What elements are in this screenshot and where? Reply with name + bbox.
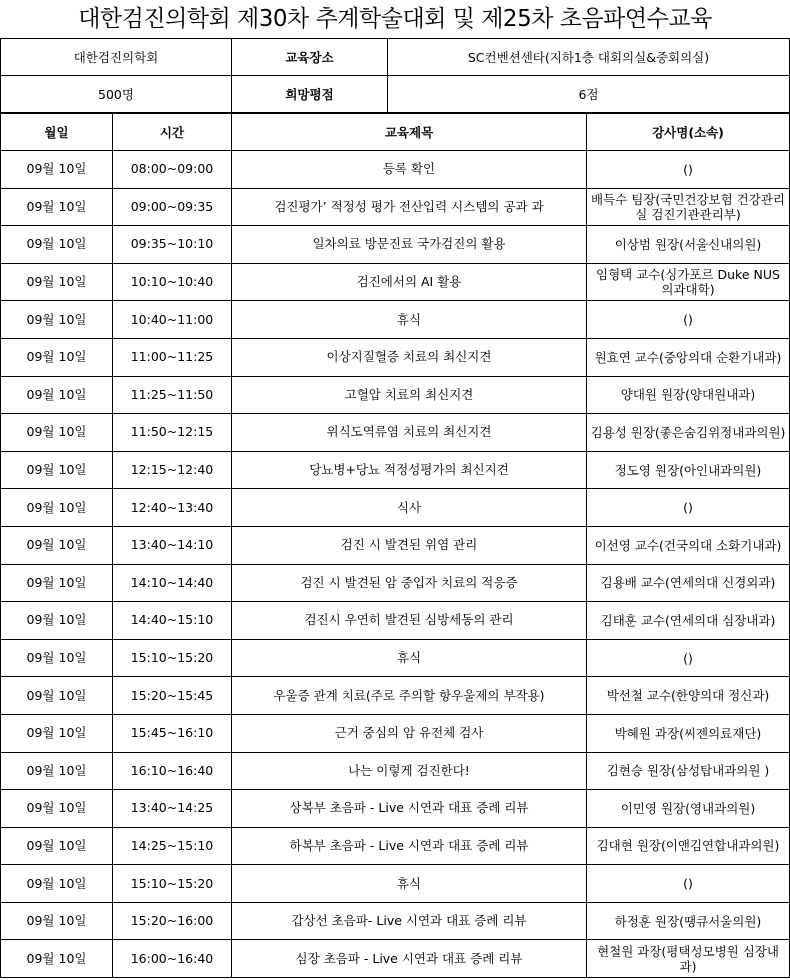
row-date: 09월 10일 bbox=[1, 188, 113, 226]
table-row bbox=[1, 414, 790, 452]
row-date: 09월 10일 bbox=[1, 602, 113, 640]
row-speaker: 김용성 원장(좋은숨김위정내과의원) bbox=[587, 414, 790, 452]
row-time: 10:10~10:40 bbox=[113, 263, 232, 301]
row-topic: 근거 중심의 암 유전체 검사 bbox=[232, 714, 587, 752]
row-date: 09월 10일 bbox=[1, 940, 113, 978]
credit-value: 6점 bbox=[388, 76, 790, 113]
row-speaker: () bbox=[587, 865, 790, 903]
table-row bbox=[1, 376, 790, 414]
row-speaker: 김현승 원장(삼성탑내과의원 ) bbox=[587, 752, 790, 790]
row-topic: 휴식 bbox=[232, 865, 587, 903]
header-topic: 교육제목 bbox=[232, 114, 587, 151]
row-speaker: 박혜원 과장(씨젠의료재단) bbox=[587, 714, 790, 752]
row-date: 09월 10일 bbox=[1, 865, 113, 903]
row-time: 09:00~09:35 bbox=[113, 188, 232, 226]
row-topic: 상복부 초음파 - Live 시연과 대표 증례 리뷰 bbox=[232, 790, 587, 828]
table-row bbox=[1, 790, 790, 828]
row-time: 15:45~16:10 bbox=[113, 714, 232, 752]
row-time: 16:00~16:40 bbox=[113, 940, 232, 978]
row-date: 09월 10일 bbox=[1, 301, 113, 339]
row-speaker: 이상범 원장(서울신내의원) bbox=[587, 226, 790, 264]
table-row bbox=[1, 526, 790, 564]
row-time: 12:40~13:40 bbox=[113, 489, 232, 527]
row-topic: 검진평가’ 적정성 평가 전산입력 시스템의 공과 과 bbox=[232, 188, 587, 226]
row-time: 11:50~12:15 bbox=[113, 414, 232, 452]
row-time: 16:10~16:40 bbox=[113, 752, 232, 790]
row-date: 09월 10일 bbox=[1, 376, 113, 414]
row-time: 14:10~14:40 bbox=[113, 564, 232, 602]
table-row bbox=[1, 865, 790, 903]
row-time: 13:40~14:25 bbox=[113, 790, 232, 828]
row-speaker: 현철원 과장(평택성모병원 심장내과) bbox=[587, 940, 790, 978]
table-row bbox=[1, 602, 790, 640]
table-row bbox=[1, 451, 790, 489]
row-topic: 고혈압 치료의 최신지견 bbox=[232, 376, 587, 414]
row-speaker: 배득수 팀장(국민건강보험 건강관리실 검진기관관리부) bbox=[587, 188, 790, 226]
venue-value: SC컨벤션센타(지하1층 대회의실&중회의실) bbox=[388, 39, 790, 76]
credit-label: 희망평점 bbox=[232, 76, 388, 113]
page-title: 대한검진의학회 제30차 추계학술대회 및 제25차 초음파연수교육 bbox=[78, 6, 712, 32]
row-time: 14:25~15:10 bbox=[113, 827, 232, 865]
table-row bbox=[1, 489, 790, 527]
row-topic: 휴식 bbox=[232, 639, 587, 677]
header-time: 시간 bbox=[113, 114, 232, 151]
table-row bbox=[1, 301, 790, 339]
info-row-credit bbox=[1, 76, 790, 113]
row-speaker: 이민영 원장(영내과의원) bbox=[587, 790, 790, 828]
row-time: 10:40~11:00 bbox=[113, 301, 232, 339]
header-date: 월일 bbox=[1, 114, 113, 151]
row-date: 09월 10일 bbox=[1, 752, 113, 790]
row-topic: 휴식 bbox=[232, 301, 587, 339]
table-row bbox=[1, 677, 790, 715]
row-time: 12:15~12:40 bbox=[113, 451, 232, 489]
row-time: 15:20~15:45 bbox=[113, 677, 232, 715]
row-speaker: 원효연 교수(중앙의대 순환기내과) bbox=[587, 338, 790, 376]
row-speaker: 양대원 원장(양대원내과) bbox=[587, 376, 790, 414]
row-topic: 검진시 우연히 발견된 심방세동의 관리 bbox=[232, 602, 587, 640]
row-speaker: 김태훈 교수(연세의대 심장내과) bbox=[587, 602, 790, 640]
capacity-value: 500명 bbox=[1, 76, 232, 113]
row-date: 09월 10일 bbox=[1, 790, 113, 828]
organizer-value: 대한검진의학회 bbox=[1, 39, 232, 76]
table-row bbox=[1, 639, 790, 677]
row-speaker: () bbox=[587, 489, 790, 527]
row-time: 11:25~11:50 bbox=[113, 376, 232, 414]
row-time: 15:20~16:00 bbox=[113, 902, 232, 940]
row-topic: 일차의료 방문진료 국가검진의 활용 bbox=[232, 226, 587, 264]
table-row bbox=[1, 226, 790, 264]
table-row bbox=[1, 338, 790, 376]
row-date: 09월 10일 bbox=[1, 639, 113, 677]
row-time: 15:10~15:20 bbox=[113, 865, 232, 903]
row-speaker: 김용배 교수(연세의대 신경외과) bbox=[587, 564, 790, 602]
table-row bbox=[1, 752, 790, 790]
row-topic: 심장 초음파 - Live 시연과 대표 증례 리뷰 bbox=[232, 940, 587, 978]
table-row bbox=[1, 263, 790, 301]
row-speaker: 하정훈 원장(땡큐서울의원) bbox=[587, 902, 790, 940]
row-topic: 검진에서의 AI 활용 bbox=[232, 263, 587, 301]
row-date: 09월 10일 bbox=[1, 714, 113, 752]
row-topic: 등록 확인 bbox=[232, 151, 587, 189]
header-speaker: 강사명(소속) bbox=[587, 114, 790, 151]
row-time: 14:40~15:10 bbox=[113, 602, 232, 640]
schedule-table bbox=[0, 113, 790, 978]
row-topic: 당뇨병+당뇨 적정성평가의 최신지견 bbox=[232, 451, 587, 489]
event-info-table bbox=[0, 38, 790, 113]
table-row bbox=[1, 940, 790, 978]
table-row bbox=[1, 188, 790, 226]
row-topic: 식사 bbox=[232, 489, 587, 527]
row-date: 09월 10일 bbox=[1, 902, 113, 940]
row-date: 09월 10일 bbox=[1, 226, 113, 264]
table-row bbox=[1, 564, 790, 602]
row-date: 09월 10일 bbox=[1, 526, 113, 564]
row-topic: 하복부 초음파 - Live 시연과 대표 증례 리뷰 bbox=[232, 827, 587, 865]
row-topic: 검진 시 발견된 위염 관리 bbox=[232, 526, 587, 564]
row-topic: 이상지질혈증 치료의 최신지견 bbox=[232, 338, 587, 376]
table-row bbox=[1, 902, 790, 940]
row-date: 09월 10일 bbox=[1, 338, 113, 376]
row-time: 08:00~09:00 bbox=[113, 151, 232, 189]
info-row-venue bbox=[1, 39, 790, 76]
row-speaker: 이선영 교수(건국의대 소화기내과) bbox=[587, 526, 790, 564]
row-date: 09월 10일 bbox=[1, 827, 113, 865]
row-speaker: 박선철 교수(한양의대 정신과) bbox=[587, 677, 790, 715]
row-speaker: 김대현 원장(이앤김연합내과의원) bbox=[587, 827, 790, 865]
row-time: 11:00~11:25 bbox=[113, 338, 232, 376]
row-date: 09월 10일 bbox=[1, 414, 113, 452]
row-time: 13:40~14:10 bbox=[113, 526, 232, 564]
row-speaker: 임형택 교수(싱가포르 Duke NUS 의과대학) bbox=[587, 263, 790, 301]
row-speaker: () bbox=[587, 151, 790, 189]
schedule-header-row bbox=[1, 114, 790, 151]
row-date: 09월 10일 bbox=[1, 151, 113, 189]
row-topic: 우울증 관계 치료(주로 주의할 항우울제의 부작용) bbox=[232, 677, 587, 715]
row-topic: 나는 이렇게 검진한다! bbox=[232, 752, 587, 790]
row-date: 09월 10일 bbox=[1, 489, 113, 527]
row-topic: 검진 시 발견된 암 중입자 치료의 적응증 bbox=[232, 564, 587, 602]
row-date: 09월 10일 bbox=[1, 564, 113, 602]
row-speaker: 정도영 원장(아인내과의원) bbox=[587, 451, 790, 489]
row-time: 15:10~15:20 bbox=[113, 639, 232, 677]
row-topic: 갑상선 초음파- Live 시연과 대표 증례 리뷰 bbox=[232, 902, 587, 940]
row-time: 09:35~10:10 bbox=[113, 226, 232, 264]
venue-label: 교육장소 bbox=[232, 39, 388, 76]
row-date: 09월 10일 bbox=[1, 677, 113, 715]
row-speaker: () bbox=[587, 301, 790, 339]
row-speaker: () bbox=[587, 639, 790, 677]
row-date: 09월 10일 bbox=[1, 451, 113, 489]
table-row bbox=[1, 151, 790, 189]
table-row bbox=[1, 827, 790, 865]
table-row bbox=[1, 714, 790, 752]
row-topic: 위식도역류염 치료의 최신지견 bbox=[232, 414, 587, 452]
row-date: 09월 10일 bbox=[1, 263, 113, 301]
schedule-body bbox=[1, 151, 790, 978]
